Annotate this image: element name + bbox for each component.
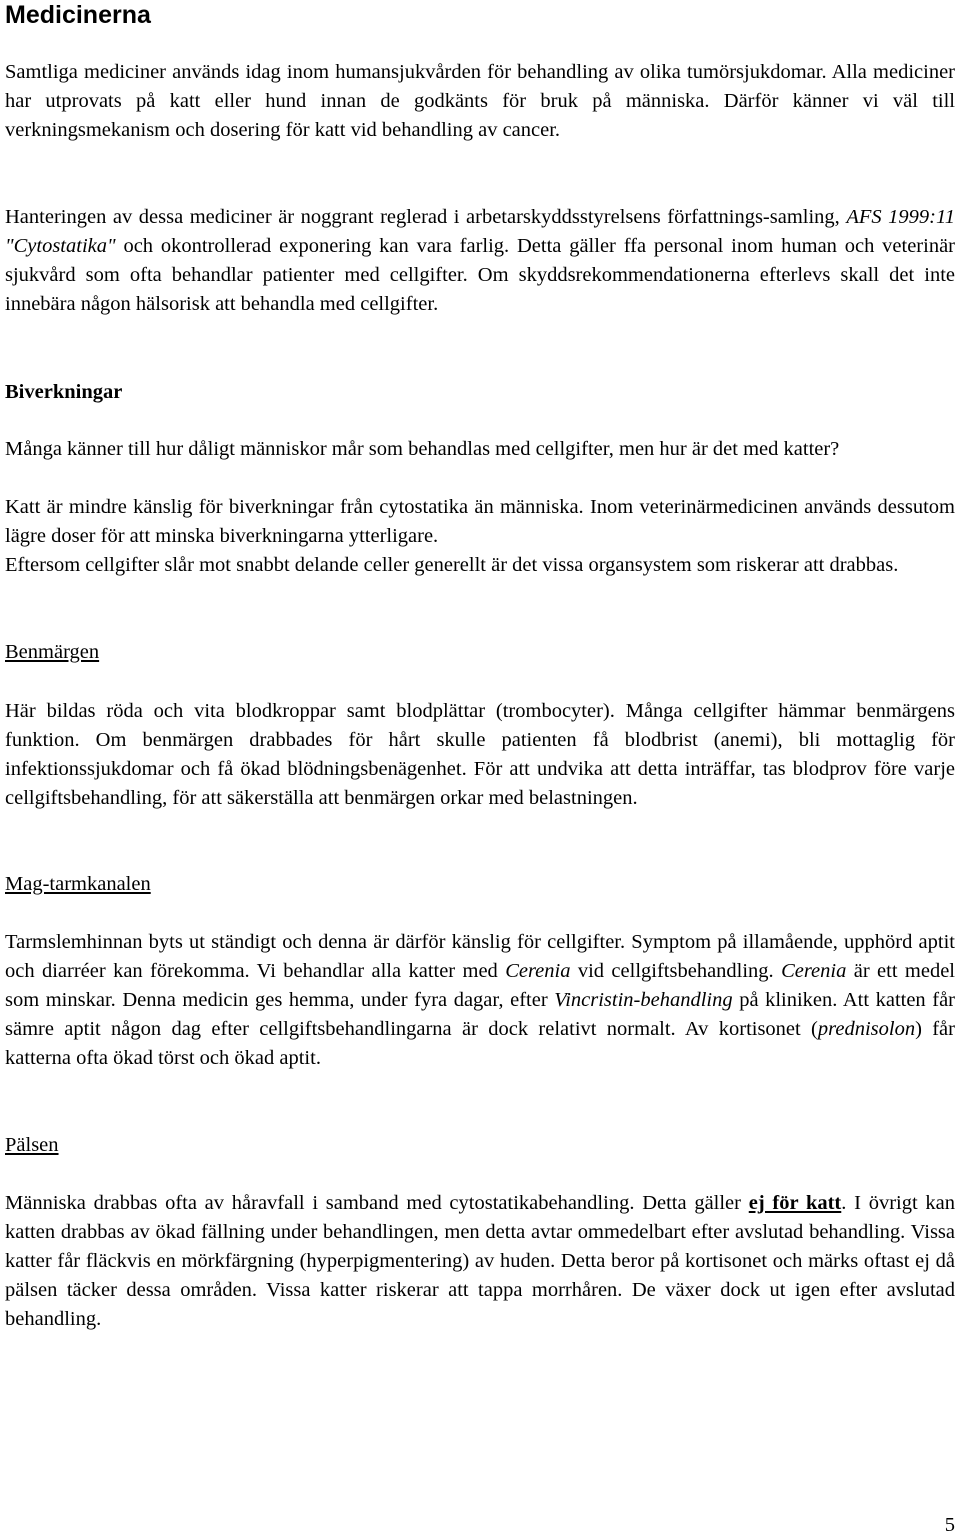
- gi-text-2: vid cellgiftsbehandling.: [577, 960, 774, 982]
- cerenia-name-2: Cerenia: [781, 960, 847, 982]
- side-effects-paragraph-2: Katt är mindre känslig för biverkningar från cytostatika än människa. Inom veterinärmedicinen används dessutom lägre doser för att minska biverkningarna ytterligare.: [5, 496, 955, 547]
- afs-reference: AFS 1999:11 "Cytostatika": [5, 206, 955, 257]
- side-effects-paragraph-3: Eftersom cellgifter slår mot snabbt delande celler generellt är det vissa organsystem som riskerar att drabbas.: [5, 554, 899, 576]
- gi-text-4: på kliniken. Att katten får sämre aptit någon dag efter cellgiftsbehandlingarna är dock relativt normalt. Av kortisonet (: [5, 989, 955, 1040]
- vincristin-treatment: Vincristin-behandling: [554, 989, 733, 1011]
- side-effects-paragraph-1: Många känner till hur dåligt människor mår som behandlas med cellgifter, men hur är det med katter?: [5, 438, 840, 460]
- fur-heading: Pälsen: [5, 1134, 59, 1156]
- gi-text-5: ) får katterna ofta ökad törst och ökad aptit.: [5, 1018, 955, 1069]
- handling-paragraph: [5, 203, 955, 319]
- fur-text-2: . I övrigt kan katten drabbas av ökad fällning under behandlingen, men detta avtar ommedelbart efter avslutad behandling. Vissa katter får fläckvis en mörkfärgning (hyperpigmentering) av huden. Detta beror på kortisonet och märks oftast ej då pälsen täcker dessa områden. Vissa katter riskerar att tappa morrhåren. De växer dock ut igen efter avslutad behandling.: [5, 1192, 955, 1330]
- page-title: Medicinerna: [5, 1, 151, 29]
- handling-text-1: Hanteringen av dessa mediciner är noggrant reglerad i arbetarskyddsstyrelsens författnings-samling,: [5, 206, 840, 228]
- prednisolon-name: prednisolon: [817, 1018, 916, 1040]
- page-number: 5: [944, 1514, 955, 1536]
- fur-paragraph: [5, 1189, 955, 1334]
- bone-marrow-paragraph: Här bildas röda och vita blodkroppar samt blodplättar (trombocyter). Många cellgifter hämmar benmärgens funktion. Om benmärgen drabbades för hårt skulle patienten få blodbrist (anemi), bli mottaglig för infektionssjukdomar och få ökad blödningsbenägenhet. För att undvika att detta inträffar, tas blodprov före varje cellgiftsbehandling, för att säkerställa att benmärgen orkar med belastningen.: [5, 700, 955, 809]
- handling-text-2: och okontrollerad exponering kan vara farlig. Detta gäller ffa personal inom human och veterinär sjukvård som ofta behandlar patienter med cellgifter. Om skyddsrekommendationerna efterlevs skall det inte innebära någon hälsorisk att behandla med cellgifter.: [5, 235, 955, 315]
- fur-text-1: Människa drabbas ofta av håravfall i samband med cytostatikabehandling. Detta gäller: [5, 1192, 741, 1214]
- gi-text-1: Tarmslemhinnan byts ut ständigt och denna är därför känslig för cellgifter. Symptom på illamående, upphörd aptit och diarréer kan förekomma. Vi behandlar alla katter med: [5, 931, 955, 982]
- bone-marrow-heading: Benmärgen: [5, 641, 100, 663]
- side-effects-heading: Biverkningar: [5, 381, 123, 403]
- gi-tract-heading: Mag-tarmkanalen: [5, 873, 151, 895]
- cerenia-name-1: Cerenia: [505, 960, 571, 982]
- gi-tract-paragraph: [5, 928, 955, 1073]
- not-for-cats-emphasis: ej för katt: [748, 1192, 842, 1214]
- intro-paragraph: Samtliga mediciner används idag inom humansjukvården för behandling av olika tumörsjukdomar. Alla mediciner har utprovats på katt eller hund innan de godkänts för bruk på människa. Därför känner vi väl till verkningsmekanism och dosering för katt vid behandling av cancer.: [5, 61, 955, 141]
- gi-text-3: är ett medel som minskar. Denna medicin ges hemma, under fyra dagar, efter: [5, 960, 955, 1011]
